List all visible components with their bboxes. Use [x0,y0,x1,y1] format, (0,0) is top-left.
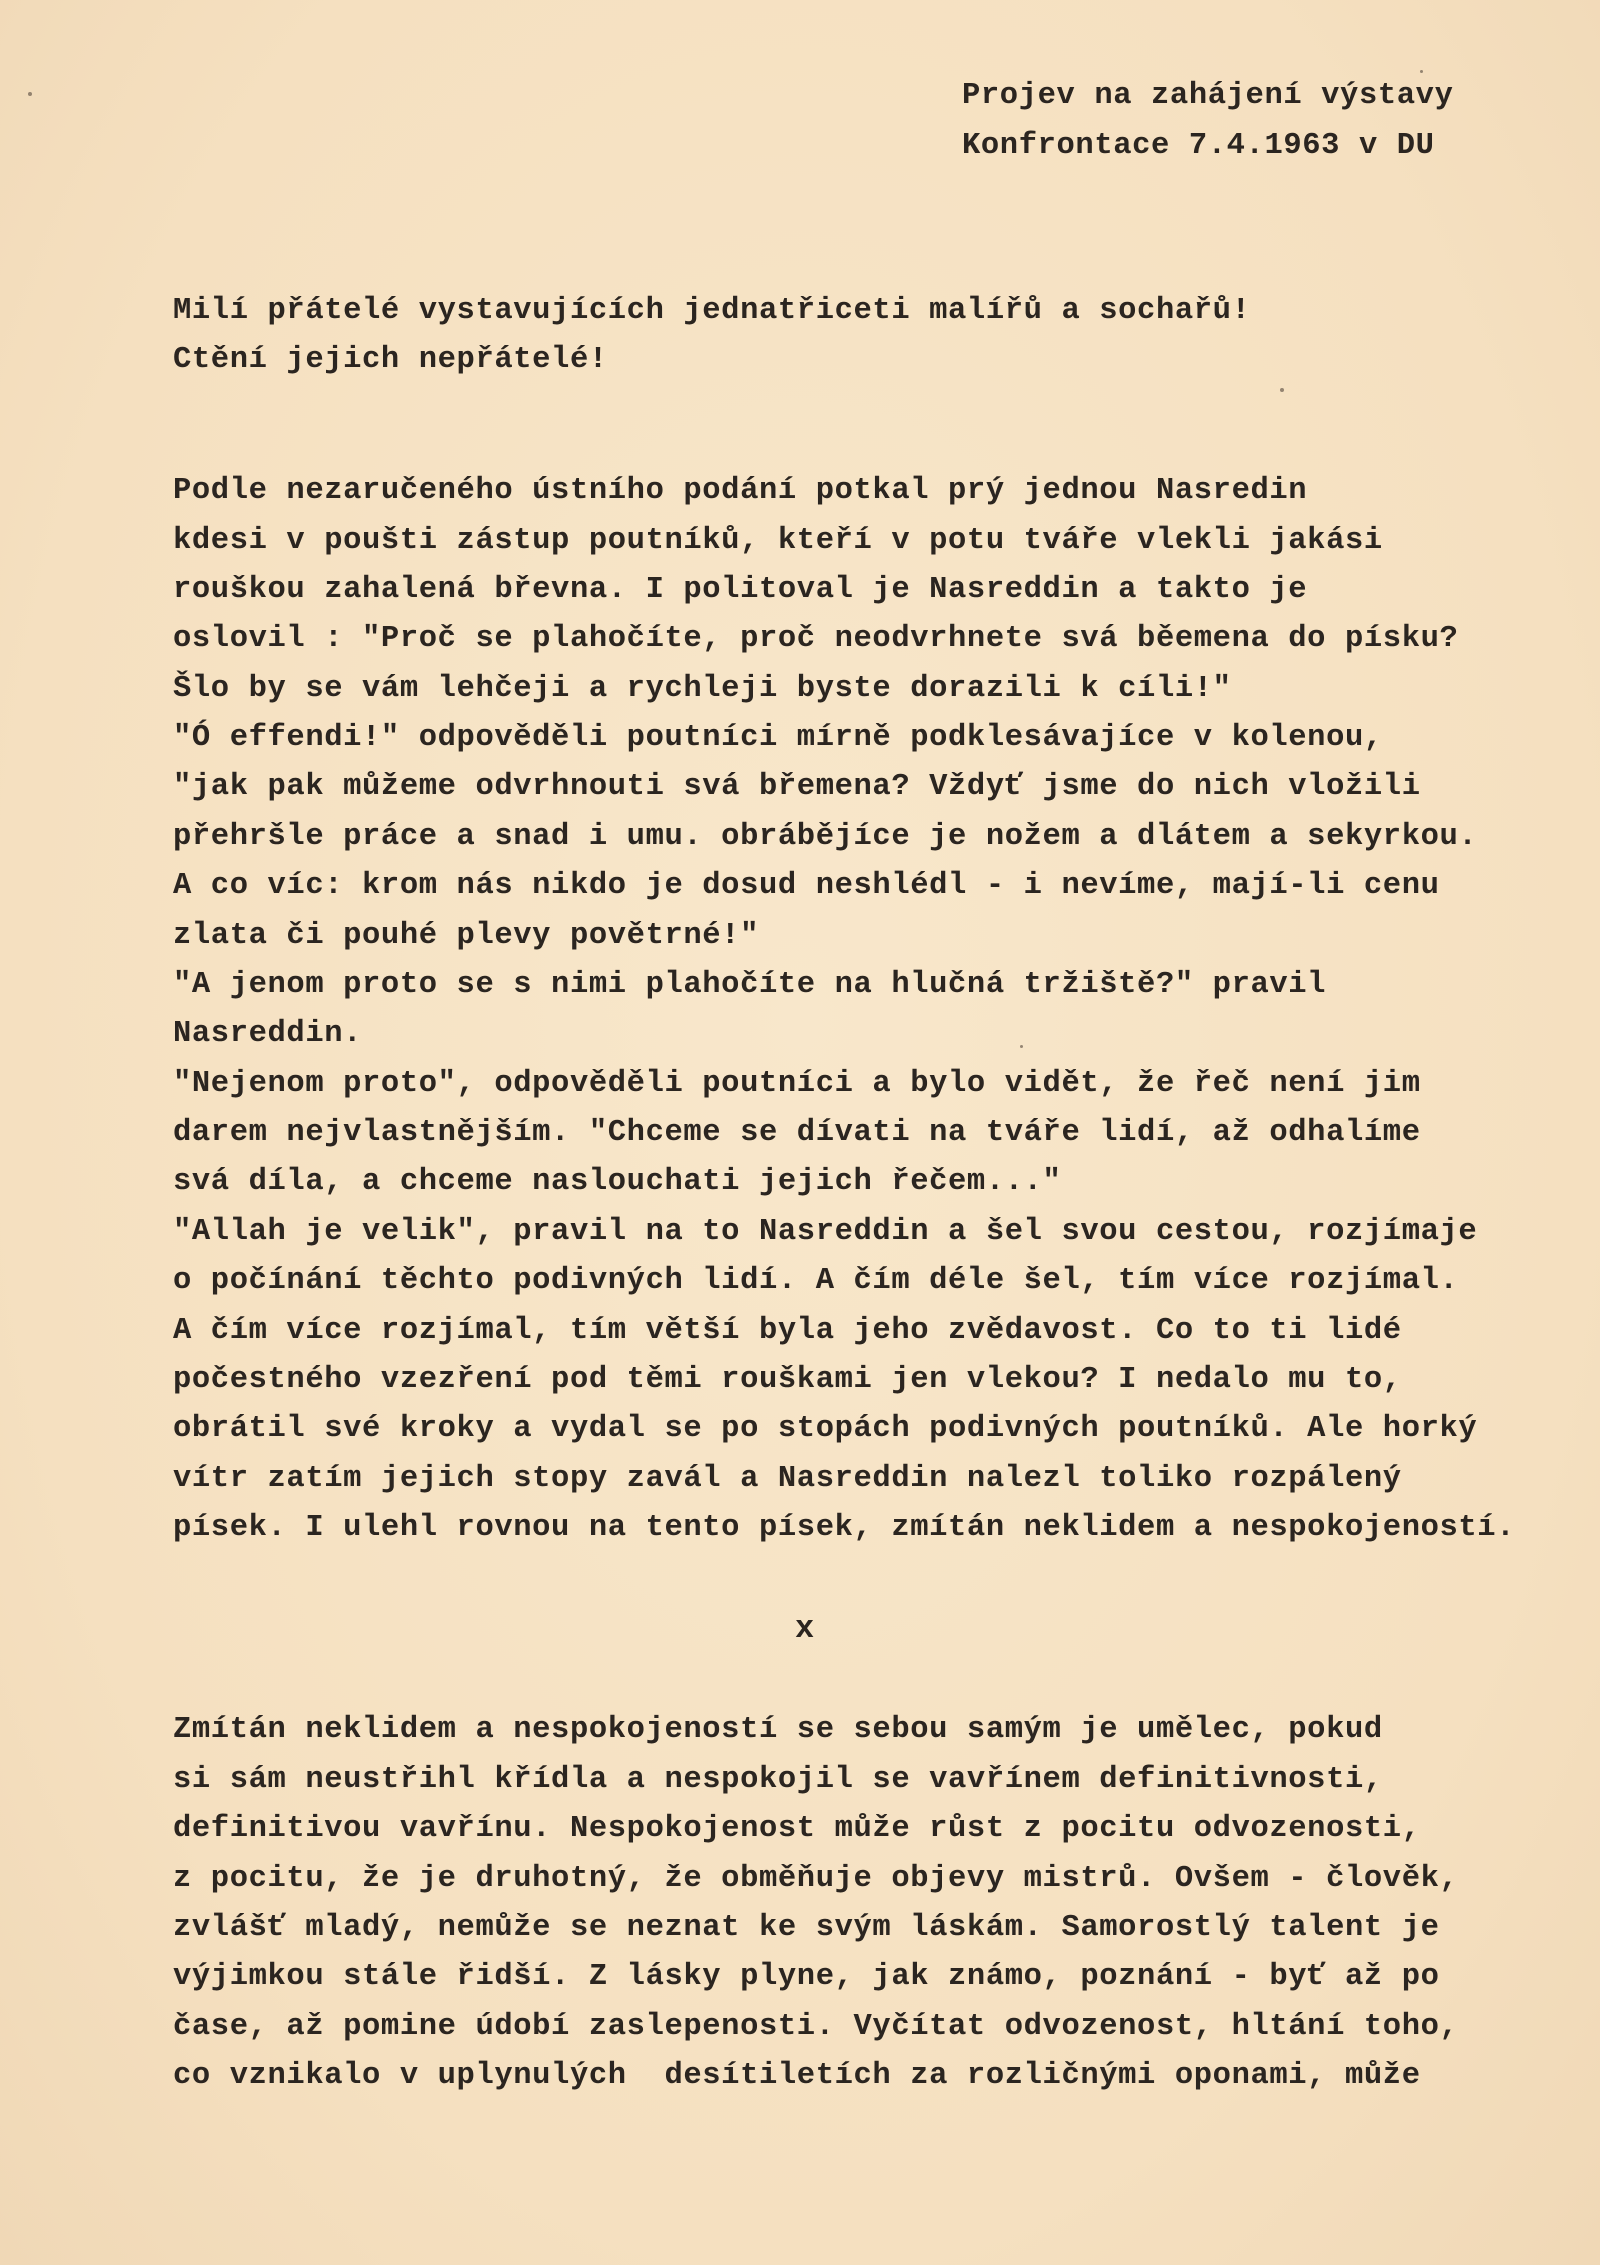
story-line: "Allah je velik", pravil na to Nasreddin a šel svou cestou, rozjímaje [173,1215,1478,1249]
closing-line: si sám neustřihl křídla a nespokojil se vavřínem definitivnosti, [173,1763,1383,1797]
story-line: "Nejenom proto", odpověděli poutníci a bylo vidět, že řeč není jim [173,1067,1421,1101]
story-line: "jak pak můžeme odvrhnouti svá břemena? Vždyť jsme do nich vložili [173,770,1421,804]
closing-line: z pocitu, že je druhotný, že obměňuje objevy mistrů. Ovšem - člověk, [173,1862,1459,1896]
story-line: oslovil : "Proč se plahočíte, proč neodvrhnete svá běemena do písku? [173,622,1459,656]
header-line: Projev na zahájení výstavy [962,79,1454,113]
closing-line: co vznikalo v uplynulých desítiletích za rozličnými oponami, může [173,2059,1421,2093]
story-line: Šlo by se vám lehčeji a rychleji byste dorazili k cíli!" [173,672,1232,706]
story-line: Nasreddin. [173,1017,363,1051]
story-line: obrátil své kroky a vydal se po stopách podivných poutníků. Ale horký [173,1412,1478,1446]
paper-speck [28,92,32,96]
story-line: o počínání těchto podivných lidí. A čím déle šel, tím více rozjímal. [173,1264,1459,1298]
story-line: Podle nezaručeného ústního podání potkal prý jednou Nasredin [173,474,1308,508]
story-line: písek. I ulehl rovnou na tento písek, zmítán neklidem a nespokojeností. [173,1511,1516,1545]
closing-line: čase, až pomine údobí zaslepenosti. Vyčítat odvozenost, hltání toho, [173,2010,1459,2044]
story-line: kdesi v poušti zástup poutníků, kteří v potu tváře vlekli jakási [173,524,1383,558]
story-line: darem nejvlastnějším. "Chceme se dívati na tváře lidí, až odhalíme [173,1116,1421,1150]
story-line: vítr zatím jejich stopy zavál a Nasreddin nalezl toliko rozpálený [173,1462,1402,1496]
closing-line: zvlášť mladý, nemůže se neznat ke svým láskám. Samorostlý talent je [173,1911,1440,1945]
story-line: počestného vzezření pod těmi rouškami jen vlekou? I nedalo mu to, [173,1363,1402,1397]
section-separator: x [795,1610,815,1647]
salutation-line: Ctění jejich nepřátelé! [173,343,608,377]
story-line: rouškou zahalená břevna. I politoval je Nasreddin a takto je [173,573,1308,607]
paper-speck [1420,70,1423,73]
salutation-line: Milí přátelé vystavujících jednatřiceti malířů a sochařů! [173,294,1251,328]
story-line: A čím více rozjímal, tím větší byla jeho zvědavost. Co to ti lidé [173,1314,1402,1348]
paper-speck [1020,1045,1023,1048]
story-line: svá díla, a chceme naslouchati jejich řečem..." [173,1165,1062,1199]
header-line: Konfrontace 7.4.1963 v DU [962,129,1435,163]
closing-line: výjimkou stále řidší. Z lásky plyne, jak známo, poznání - byť až po [173,1960,1440,1994]
closing-line: definitivou vavřínu. Nespokojenost může růst z pocitu odvozenosti, [173,1812,1421,1846]
story-line: "Ó effendi!" odpověděli poutníci mírně podklesávajíce v kolenou, [173,721,1383,755]
story-line: A co víc: krom nás nikdo je dosud neshlédl - i nevíme, mají-li cenu [173,869,1440,903]
closing-line: Zmítán neklidem a nespokojeností se sebou samým je umělec, pokud [173,1713,1383,1747]
story-line: zlata či pouhé plevy povětrné!" [173,919,759,953]
story-line: přehršle práce a snad i umu. obrábějíce je nožem a dlátem a sekyrkou. [173,820,1478,854]
paper-speck [1280,388,1284,392]
story-line: "A jenom proto se s nimi plahočíte na hlučná tržiště?" pravil [173,968,1327,1002]
